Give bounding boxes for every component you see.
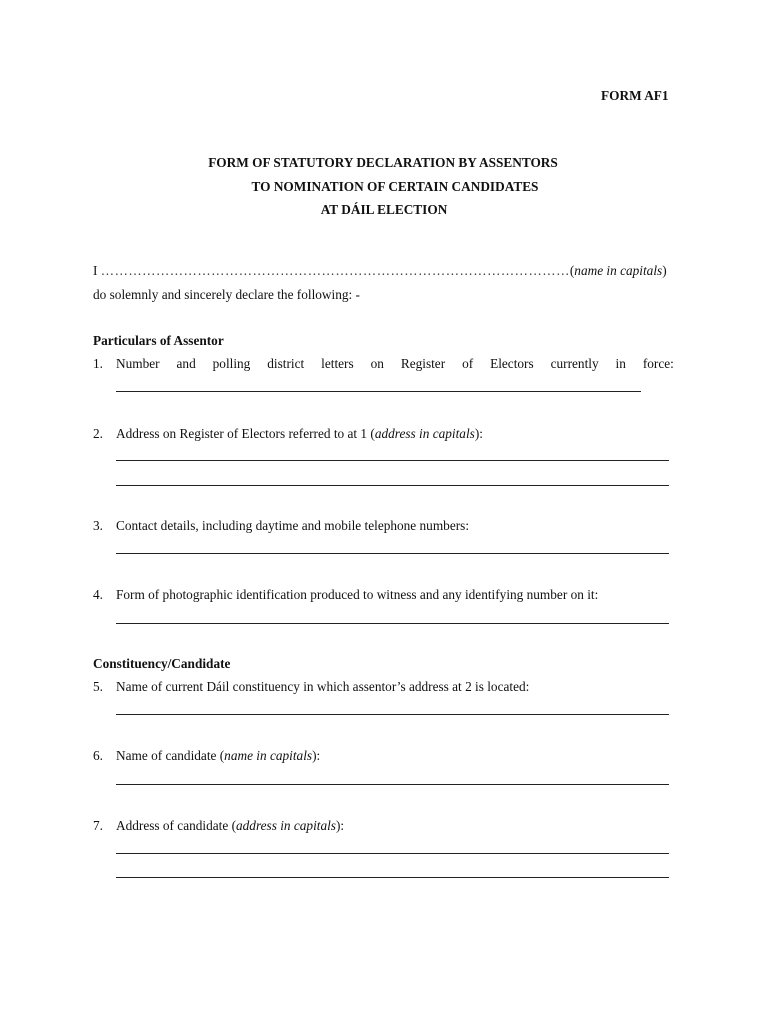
item-2-answer-line-1[interactable] <box>116 460 669 461</box>
item-5-answer-line[interactable] <box>116 714 669 715</box>
item-3-label: Contact details, including daytime and mobile telephone numbers: <box>116 518 470 533</box>
item-5-number: 5. <box>93 679 103 694</box>
form-code: FORM AF1 <box>601 88 669 103</box>
item-5-label: Name of current Dáil constituency in which assentor’s address at 2 is located: <box>116 679 530 694</box>
item-7-number: 7. <box>93 818 103 833</box>
item-3-number: 3. <box>93 518 103 533</box>
section-constituency-heading: Constituency/Candidate <box>93 656 231 671</box>
item-1-answer-line[interactable] <box>116 391 641 392</box>
title-line-3: AT DÁIL ELECTION <box>320 202 448 217</box>
item-6-label: Name of candidate (name in capitals): <box>116 748 321 763</box>
item-4-answer-line[interactable] <box>116 623 669 624</box>
item-1-number: 1. <box>93 356 103 371</box>
item-7-answer-line-2[interactable] <box>116 877 669 878</box>
declaration-statement: do solemnly and sincerely declare the following: - <box>93 287 360 302</box>
title-line-1: FORM OF STATUTORY DECLARATION BY ASSENTORS <box>208 155 558 170</box>
declarant-prefix: I <box>93 263 98 278</box>
item-2-label: Address on Register of Electors referred to at 1 (address in capitals): <box>116 426 483 441</box>
title-line-2: TO NOMINATION OF CERTAIN CANDIDATES <box>251 179 539 194</box>
item-6-answer-line[interactable] <box>116 784 669 785</box>
item-2-answer-line-2[interactable] <box>116 485 669 486</box>
item-4-number: 4. <box>93 587 103 602</box>
item-4-label: Form of photographic identification produced to witness and any identifying number on it: <box>116 587 599 602</box>
item-1-label: Number and polling district letters on Register of Electors currently in force: <box>116 356 674 371</box>
declaration-line: I …………………………………………………………………………………………(name in capitals) <box>93 263 667 278</box>
declarant-hint: name in capitals <box>574 263 663 278</box>
item-6-number: 6. <box>93 748 103 763</box>
item-3-answer-line[interactable] <box>116 553 669 554</box>
section-assentor-heading: Particulars of Assentor <box>93 333 224 348</box>
item-2-number: 2. <box>93 426 103 441</box>
declarant-name-field[interactable]: ………………………………………………………………………………………… <box>100 263 570 278</box>
item-7-label: Address of candidate (address in capitals): <box>116 818 345 833</box>
item-7-answer-line-1[interactable] <box>116 853 669 854</box>
